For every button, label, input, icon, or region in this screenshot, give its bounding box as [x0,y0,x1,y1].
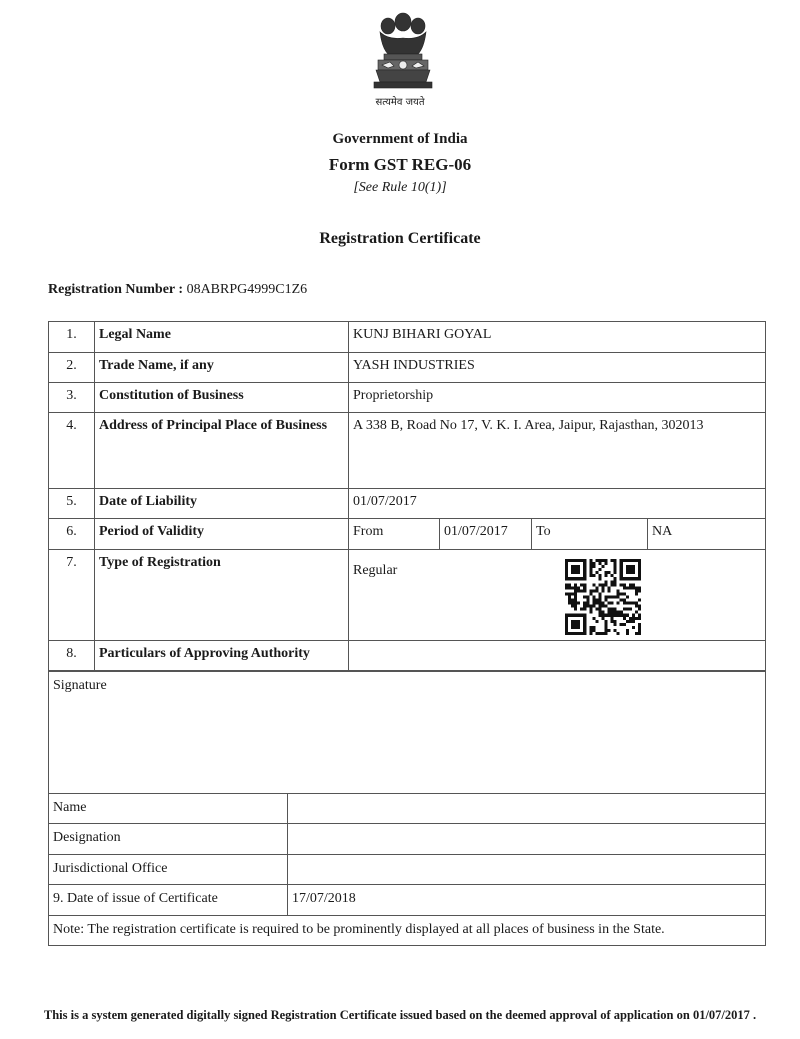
table-row [49,353,766,383]
name-value [288,794,766,824]
type-of-registration-value: Regular [353,563,398,578]
table-row [49,550,766,641]
table-row [49,641,766,671]
table-row [49,672,766,794]
trade-name-label: Trade Name, if any [95,353,349,383]
row-number: 6. [49,519,95,550]
address-value: A 338 B, Road No 17, V. K. I. Area, Jaipur, Rajasthan, 302013 [349,413,766,489]
legal-name-label: Legal Name [95,322,349,353]
table-row [49,824,766,855]
validity-to-label: To [532,519,648,550]
address-label: Address of Principal Place of Business [95,413,349,489]
date-of-issue-value: 17/07/2018 [288,885,766,916]
registration-number-value: 08ABRPG4999C1Z6 [186,282,308,297]
row-number: 8. [49,641,95,671]
signature-label: Signature [49,672,766,794]
registration-number [48,282,307,298]
row-number: 1. [49,322,95,353]
designation-label: Designation [49,824,288,855]
table-row [49,489,766,519]
constitution-label: Constitution of Business [95,383,349,413]
date-of-liability-label: Date of Liability [95,489,349,519]
date-of-issue-label: 9. Date of issue of Certificate [49,885,288,916]
constitution-value: Proprietorship [349,383,766,413]
jurisdictional-office-label: Jurisdictional Office [49,855,288,885]
certificate-title: Registration Certificate [319,230,481,247]
type-of-registration-cell [349,550,766,641]
display-note: Note: The registration certificate is required to be prominently displayed at all places of business in the State. [49,916,766,946]
qr-code-icon [565,559,641,635]
table-row [49,519,766,550]
table-row [49,855,766,885]
row-number: 5. [49,489,95,519]
designation-value [288,824,766,855]
date-of-liability-value: 01/07/2017 [349,489,766,519]
legal-name-value: KUNJ BIHARI GOYAL [349,322,766,353]
row-number: 7. [49,550,95,641]
national-emblem-icon [370,10,436,92]
validity-from-value: 01/07/2017 [440,519,532,550]
row-number: 3. [49,383,95,413]
table-row [49,794,766,824]
table-row [49,885,766,916]
trade-name-value: YASH INDUSTRIES [349,353,766,383]
rule-reference: [See Rule 10(1)] [353,180,447,195]
jurisdictional-office-value [288,855,766,885]
validity-from-label: From [349,519,440,550]
certificate-details-table [48,321,766,671]
table-row [49,383,766,413]
emblem-motto: सत्यमेव जयते [375,97,425,108]
approving-authority-label: Particulars of Approving Authority [95,641,349,671]
type-of-registration-label: Type of Registration [95,550,349,641]
government-title: Government of India [332,131,468,147]
table-row [49,413,766,489]
signature-table [48,671,766,946]
validity-to-value: NA [648,519,766,550]
registration-number-label: Registration Number : [48,282,184,297]
approving-authority-value [349,641,766,671]
period-of-validity-label: Period of Validity [95,519,349,550]
row-number: 4. [49,413,95,489]
table-row [49,322,766,353]
name-label: Name [49,794,288,824]
footer-statement: This is a system generated digitally signed Registration Certificate issued based on the deemed approval of application on 01/07/2017 . [43,1008,757,1022]
row-number: 2. [49,353,95,383]
form-title: Form GST REG-06 [328,155,472,174]
table-row [49,916,766,946]
